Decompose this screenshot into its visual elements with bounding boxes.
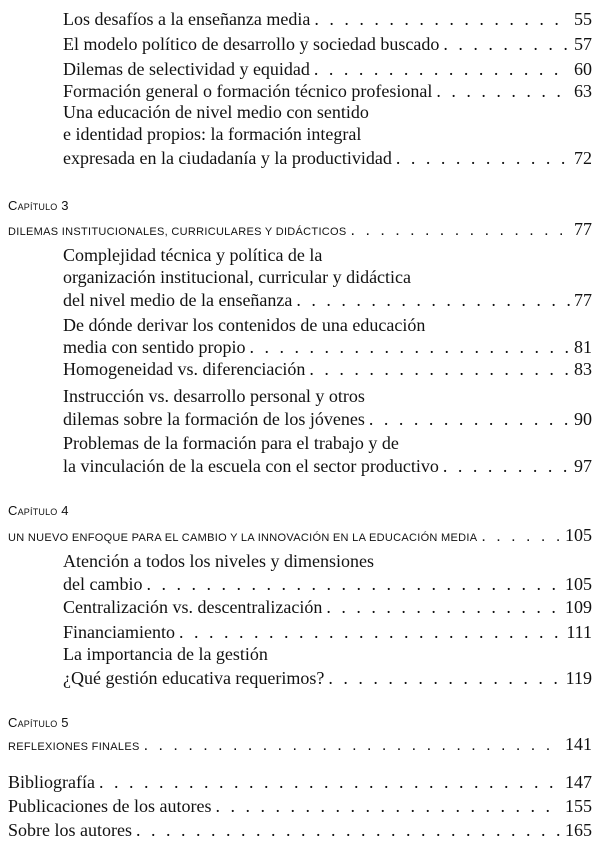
entry-page: 105 [565, 574, 592, 594]
toc-entry [63, 58, 592, 80]
entry-page: 77 [574, 290, 592, 310]
entry-page: 72 [574, 148, 592, 168]
entry-page: 55 [574, 9, 592, 29]
leader-dots [443, 455, 570, 477]
entry-page: 147 [565, 772, 592, 792]
entry-title: expresada en la ciudadanía y la productividad [63, 148, 392, 168]
entry-page: 155 [565, 796, 592, 816]
entry-page: 141 [565, 734, 592, 754]
entry-title: Centralización vs. descentralización [63, 597, 323, 617]
entry-title: Dilemas de selectividad y equidad [63, 59, 310, 79]
entry-title: Formación general o formación técnico profesional [63, 81, 433, 101]
entry-title: Homogeneidad vs. diferenciación [63, 359, 306, 379]
leader-dots [136, 819, 561, 841]
entry-title: Financiamiento [63, 622, 175, 642]
leader-dots [249, 336, 570, 358]
toc-entry [63, 289, 592, 311]
leader-dots [369, 408, 570, 430]
chapter-title-entry [8, 221, 592, 240]
entry-page: 119 [565, 668, 592, 688]
entry-page: 165 [565, 820, 592, 840]
toc-entry [63, 147, 592, 169]
toc-entry [63, 358, 592, 380]
leader-dots [99, 771, 561, 793]
entry-title-line: Instrucción vs. desarrollo personal y otros [63, 386, 365, 406]
leader-dots [436, 80, 570, 102]
toc-entry [63, 8, 592, 30]
entry-title: El modelo político de desarrollo y sociedad buscado [63, 34, 440, 54]
toc-entry [63, 667, 592, 689]
entry-title-line: e identidad propios: la formación integral [63, 124, 362, 144]
entry-title-line: Atención a todos los niveles y dimensiones [63, 551, 374, 571]
entry-title: dilemas sobre la formación de los jóvenes [63, 409, 365, 429]
leader-dots [314, 58, 570, 80]
entry-page: 77 [574, 219, 592, 239]
chapter-title-entry [8, 736, 592, 755]
toc-entry [8, 771, 592, 793]
toc-entry [63, 80, 592, 102]
entry-page: 81 [574, 337, 592, 357]
toc-entry [63, 596, 592, 618]
chapter-title: DILEMAS INSTITUCIONALES, CURRICULARES Y DIDÁCTICOS [8, 226, 347, 238]
entry-page: 90 [574, 409, 592, 429]
leader-dots [443, 33, 570, 55]
entry-title-line: organización institucional, curricular y didáctica [63, 267, 412, 287]
toc-entry [63, 336, 592, 358]
leader-dots [146, 573, 561, 595]
chapter-title-entry [8, 527, 592, 546]
entry-title-line: De dónde derivar los contenidos de una educación [63, 315, 426, 335]
toc-entry [63, 33, 592, 55]
leader-dots [314, 8, 570, 30]
entry-title: Bibliografía [8, 772, 95, 792]
entry-title-line: Complejidad técnica y política de la [63, 245, 323, 265]
chapter-title: REFLEXIONES FINALES [8, 741, 140, 753]
leader-dots [215, 795, 561, 817]
entry-title: la vinculación de la escuela con el sector productivo [63, 456, 439, 476]
entry-title: media con sentido propio [63, 337, 246, 357]
entry-page: 63 [574, 81, 592, 101]
chapter-label: Capítulo 5 [8, 715, 69, 730]
chapter-label: Capítulo 4 [8, 503, 69, 518]
entry-page: 109 [565, 597, 592, 617]
leader-dots [309, 358, 570, 380]
toc-entry [63, 621, 592, 643]
leader-dots [144, 738, 561, 754]
entry-title-line: Una educación de nivel medio con sentido [63, 102, 369, 122]
toc-entry [63, 455, 592, 477]
entry-title: del cambio [63, 574, 143, 594]
leader-dots [179, 621, 562, 643]
entry-title: Sobre los autores [8, 820, 132, 840]
leader-dots [326, 596, 561, 618]
entry-page: 105 [565, 525, 592, 545]
entry-title: del nivel medio de la enseñanza [63, 290, 293, 310]
chapter-title: UN NUEVO ENFOQUE PARA EL CAMBIO Y LA INNOVACIÓN EN LA EDUCACIÓN MEDIA [8, 532, 478, 544]
toc-entry [63, 408, 592, 430]
entry-page: 57 [574, 34, 592, 54]
leader-dots [481, 529, 561, 545]
entry-page: 60 [574, 59, 592, 79]
entry-title-line: La importancia de la gestión [63, 644, 268, 664]
entry-title: ¿Qué gestión educativa requerimos? [63, 668, 325, 688]
entry-page: 111 [566, 622, 592, 642]
toc-entry [8, 795, 592, 817]
toc-entry [63, 573, 592, 595]
toc-entry [8, 819, 592, 841]
chapter-label: Capítulo 3 [8, 198, 69, 213]
leader-dots [296, 289, 570, 311]
entry-page: 83 [574, 359, 592, 379]
leader-dots [351, 223, 570, 239]
entry-title: Los desafíos a la enseñanza media [63, 9, 311, 29]
leader-dots [396, 147, 570, 169]
entry-title-line: Problemas de la formación para el trabajo y de [63, 433, 399, 453]
entry-title: Publicaciones de los autores [8, 796, 212, 816]
entry-page: 97 [574, 456, 592, 476]
leader-dots [328, 667, 561, 689]
